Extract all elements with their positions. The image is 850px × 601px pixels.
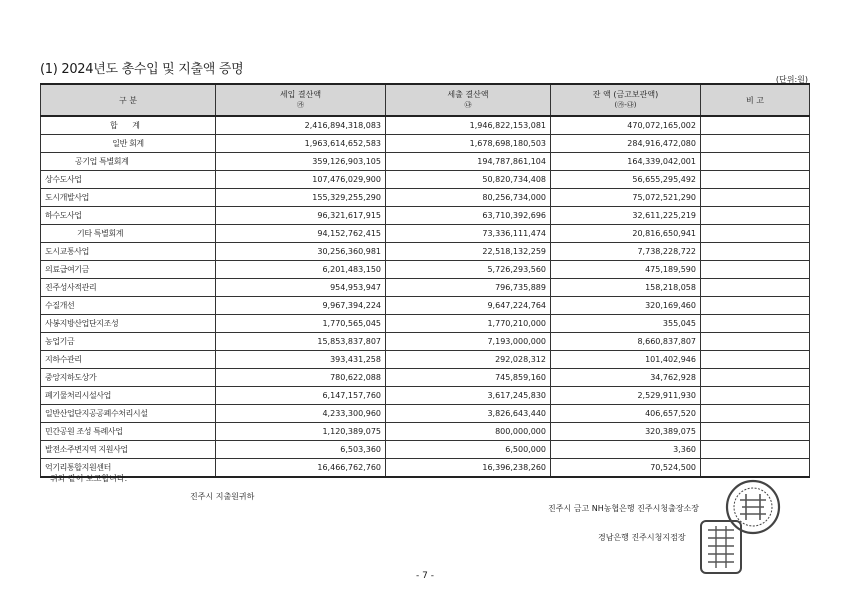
table-header-row	[41, 84, 810, 116]
expenditure-cell: 73,336,111,474	[386, 225, 551, 243]
table-row	[41, 171, 810, 189]
note-cell	[701, 153, 810, 171]
expenditure-cell: 292,028,312	[386, 351, 551, 369]
note-cell	[701, 171, 810, 189]
balance-cell: 320,169,460	[551, 297, 701, 315]
confirmation-text: 위와 같이 보고합니다.	[50, 474, 128, 483]
table-row	[41, 333, 810, 351]
row-label: 상수도사업	[41, 171, 216, 189]
balance-cell: 2,529,911,930	[551, 387, 701, 405]
row-label: 중앙지하도상가	[41, 369, 216, 387]
table-row	[41, 315, 810, 333]
row-label: 농업기금	[41, 333, 216, 351]
table-row	[41, 387, 810, 405]
note-cell	[701, 189, 810, 207]
row-label: 억기리통합지원센터	[41, 459, 216, 478]
note-cell	[701, 135, 810, 153]
note-cell	[701, 297, 810, 315]
table-row	[41, 369, 810, 387]
unit-label: (단위:원)	[775, 75, 808, 84]
note-cell	[701, 387, 810, 405]
expenditure-cell: 3,826,643,440	[386, 405, 551, 423]
note-cell	[701, 333, 810, 351]
revenue-cell: 780,622,088	[216, 369, 386, 387]
balance-cell: 284,916,472,080	[551, 135, 701, 153]
note-cell	[701, 116, 810, 135]
page-number: - 7 -	[416, 571, 434, 581]
balance-cell: 75,072,521,290	[551, 189, 701, 207]
table-row	[41, 261, 810, 279]
expenditure-cell: 5,726,293,560	[386, 261, 551, 279]
row-label: 하수도사업	[41, 207, 216, 225]
revenue-cell: 359,126,903,105	[216, 153, 386, 171]
row-label: 일반산업단지공공폐수처리시설	[41, 405, 216, 423]
row-label: 발전소주변지역 지원사업	[41, 441, 216, 459]
note-cell	[701, 459, 810, 478]
revenue-cell: 2,416,894,318,083	[216, 116, 386, 135]
table-row	[41, 279, 810, 297]
revenue-cell: 15,853,837,807	[216, 333, 386, 351]
table-row	[41, 351, 810, 369]
revenue-cell: 6,147,157,760	[216, 387, 386, 405]
balance-cell: 355,045	[551, 315, 701, 333]
table-row	[41, 405, 810, 423]
note-cell	[701, 405, 810, 423]
revenue-cell: 9,967,394,224	[216, 297, 386, 315]
expenditure-cell: 1,678,698,180,503	[386, 135, 551, 153]
revenue-cell: 94,152,762,415	[216, 225, 386, 243]
balance-cell: 406,657,520	[551, 405, 701, 423]
bank-kyongnam-signature: 경남은행 진주시청지점장	[598, 533, 686, 542]
revenue-cell: 30,256,360,981	[216, 243, 386, 261]
row-label: 합 계	[41, 116, 216, 135]
submitter-text: 진주시 지출원귀하	[190, 492, 255, 501]
document-title: (1) 2024년도 총수입 및 지출액 증명	[40, 62, 244, 77]
balance-cell: 32,611,225,219	[551, 207, 701, 225]
revenue-cell: 96,321,617,915	[216, 207, 386, 225]
note-cell	[701, 315, 810, 333]
col-header-expenditure: 세출 결산액 ㉯	[386, 84, 551, 116]
expenditure-cell: 800,000,000	[386, 423, 551, 441]
table-row	[41, 459, 810, 478]
expenditure-cell: 16,396,238,260	[386, 459, 551, 478]
revenue-cell: 1,770,565,045	[216, 315, 386, 333]
row-label: 공기업 특별회계	[41, 153, 216, 171]
row-label: 지하수관리	[41, 351, 216, 369]
revenue-cell: 954,953,947	[216, 279, 386, 297]
note-cell	[701, 225, 810, 243]
table-row-total	[41, 116, 810, 135]
balance-cell: 320,389,075	[551, 423, 701, 441]
bank-seal-icon	[698, 518, 744, 576]
row-label: 민간공원 조성 특례사업	[41, 423, 216, 441]
revenue-cell: 16,466,762,760	[216, 459, 386, 478]
revenue-cell: 1,120,389,075	[216, 423, 386, 441]
balance-cell: 34,762,928	[551, 369, 701, 387]
balance-cell: 475,189,590	[551, 261, 701, 279]
row-label: 도시교통사업	[41, 243, 216, 261]
expenditure-cell: 1,770,210,000	[386, 315, 551, 333]
col-header-balance: 잔 액 (금고보관액) (㉮-㉯)	[551, 84, 701, 116]
expenditure-cell: 194,787,861,104	[386, 153, 551, 171]
table-row	[41, 153, 810, 171]
table-row	[41, 441, 810, 459]
row-label: 사봉지방산업단지조성	[41, 315, 216, 333]
table-row	[41, 243, 810, 261]
row-label: 폐기물처리시설사업	[41, 387, 216, 405]
note-cell	[701, 351, 810, 369]
expenditure-cell: 1,946,822,153,081	[386, 116, 551, 135]
balance-cell: 470,072,165,002	[551, 116, 701, 135]
row-label: 진주성사적관리	[41, 279, 216, 297]
revenue-cell: 393,431,258	[216, 351, 386, 369]
balance-cell: 70,524,500	[551, 459, 701, 478]
revenue-cell: 1,963,614,652,583	[216, 135, 386, 153]
expenditure-cell: 9,647,224,764	[386, 297, 551, 315]
balance-cell: 3,360	[551, 441, 701, 459]
note-cell	[701, 423, 810, 441]
row-label: 기타 특별회계	[41, 225, 216, 243]
note-cell	[701, 279, 810, 297]
note-cell	[701, 207, 810, 225]
row-label: 의료급여기금	[41, 261, 216, 279]
row-label: 일반 회계	[41, 135, 216, 153]
balance-cell: 101,402,946	[551, 351, 701, 369]
balance-cell: 20,816,650,941	[551, 225, 701, 243]
note-cell	[701, 441, 810, 459]
row-label: 도시개발사업	[41, 189, 216, 207]
revenue-cell: 6,201,483,150	[216, 261, 386, 279]
table-row	[41, 423, 810, 441]
expenditure-cell: 63,710,392,696	[386, 207, 551, 225]
expenditure-cell: 3,617,245,830	[386, 387, 551, 405]
table-row	[41, 297, 810, 315]
expenditure-cell: 796,735,889	[386, 279, 551, 297]
col-header-note: 비 고	[701, 84, 810, 116]
note-cell	[701, 243, 810, 261]
revenue-cell: 6,503,360	[216, 441, 386, 459]
balance-cell: 56,655,295,492	[551, 171, 701, 189]
revenue-cell: 107,476,029,900	[216, 171, 386, 189]
row-label: 수질개선	[41, 297, 216, 315]
expenditure-cell: 80,256,734,000	[386, 189, 551, 207]
settlement-table	[40, 83, 810, 478]
revenue-cell: 4,233,300,960	[216, 405, 386, 423]
balance-cell: 164,339,042,001	[551, 153, 701, 171]
note-cell	[701, 369, 810, 387]
bank-nh-signature: 진주시 금고 NH농협은행 진주시청출장소장	[548, 504, 700, 513]
note-cell	[701, 261, 810, 279]
expenditure-cell: 22,518,132,259	[386, 243, 551, 261]
balance-cell: 158,218,058	[551, 279, 701, 297]
col-header-revenue: 세입 결산액 ㉮	[216, 84, 386, 116]
table-row	[41, 207, 810, 225]
table-row	[41, 189, 810, 207]
balance-cell: 7,738,228,722	[551, 243, 701, 261]
balance-cell: 8,660,837,807	[551, 333, 701, 351]
expenditure-cell: 6,500,000	[386, 441, 551, 459]
col-header-category: 구 분	[41, 84, 216, 116]
expenditure-cell: 745,859,160	[386, 369, 551, 387]
expenditure-cell: 7,193,000,000	[386, 333, 551, 351]
table-row	[41, 225, 810, 243]
table-row	[41, 135, 810, 153]
expenditure-cell: 50,820,734,408	[386, 171, 551, 189]
revenue-cell: 155,329,255,290	[216, 189, 386, 207]
